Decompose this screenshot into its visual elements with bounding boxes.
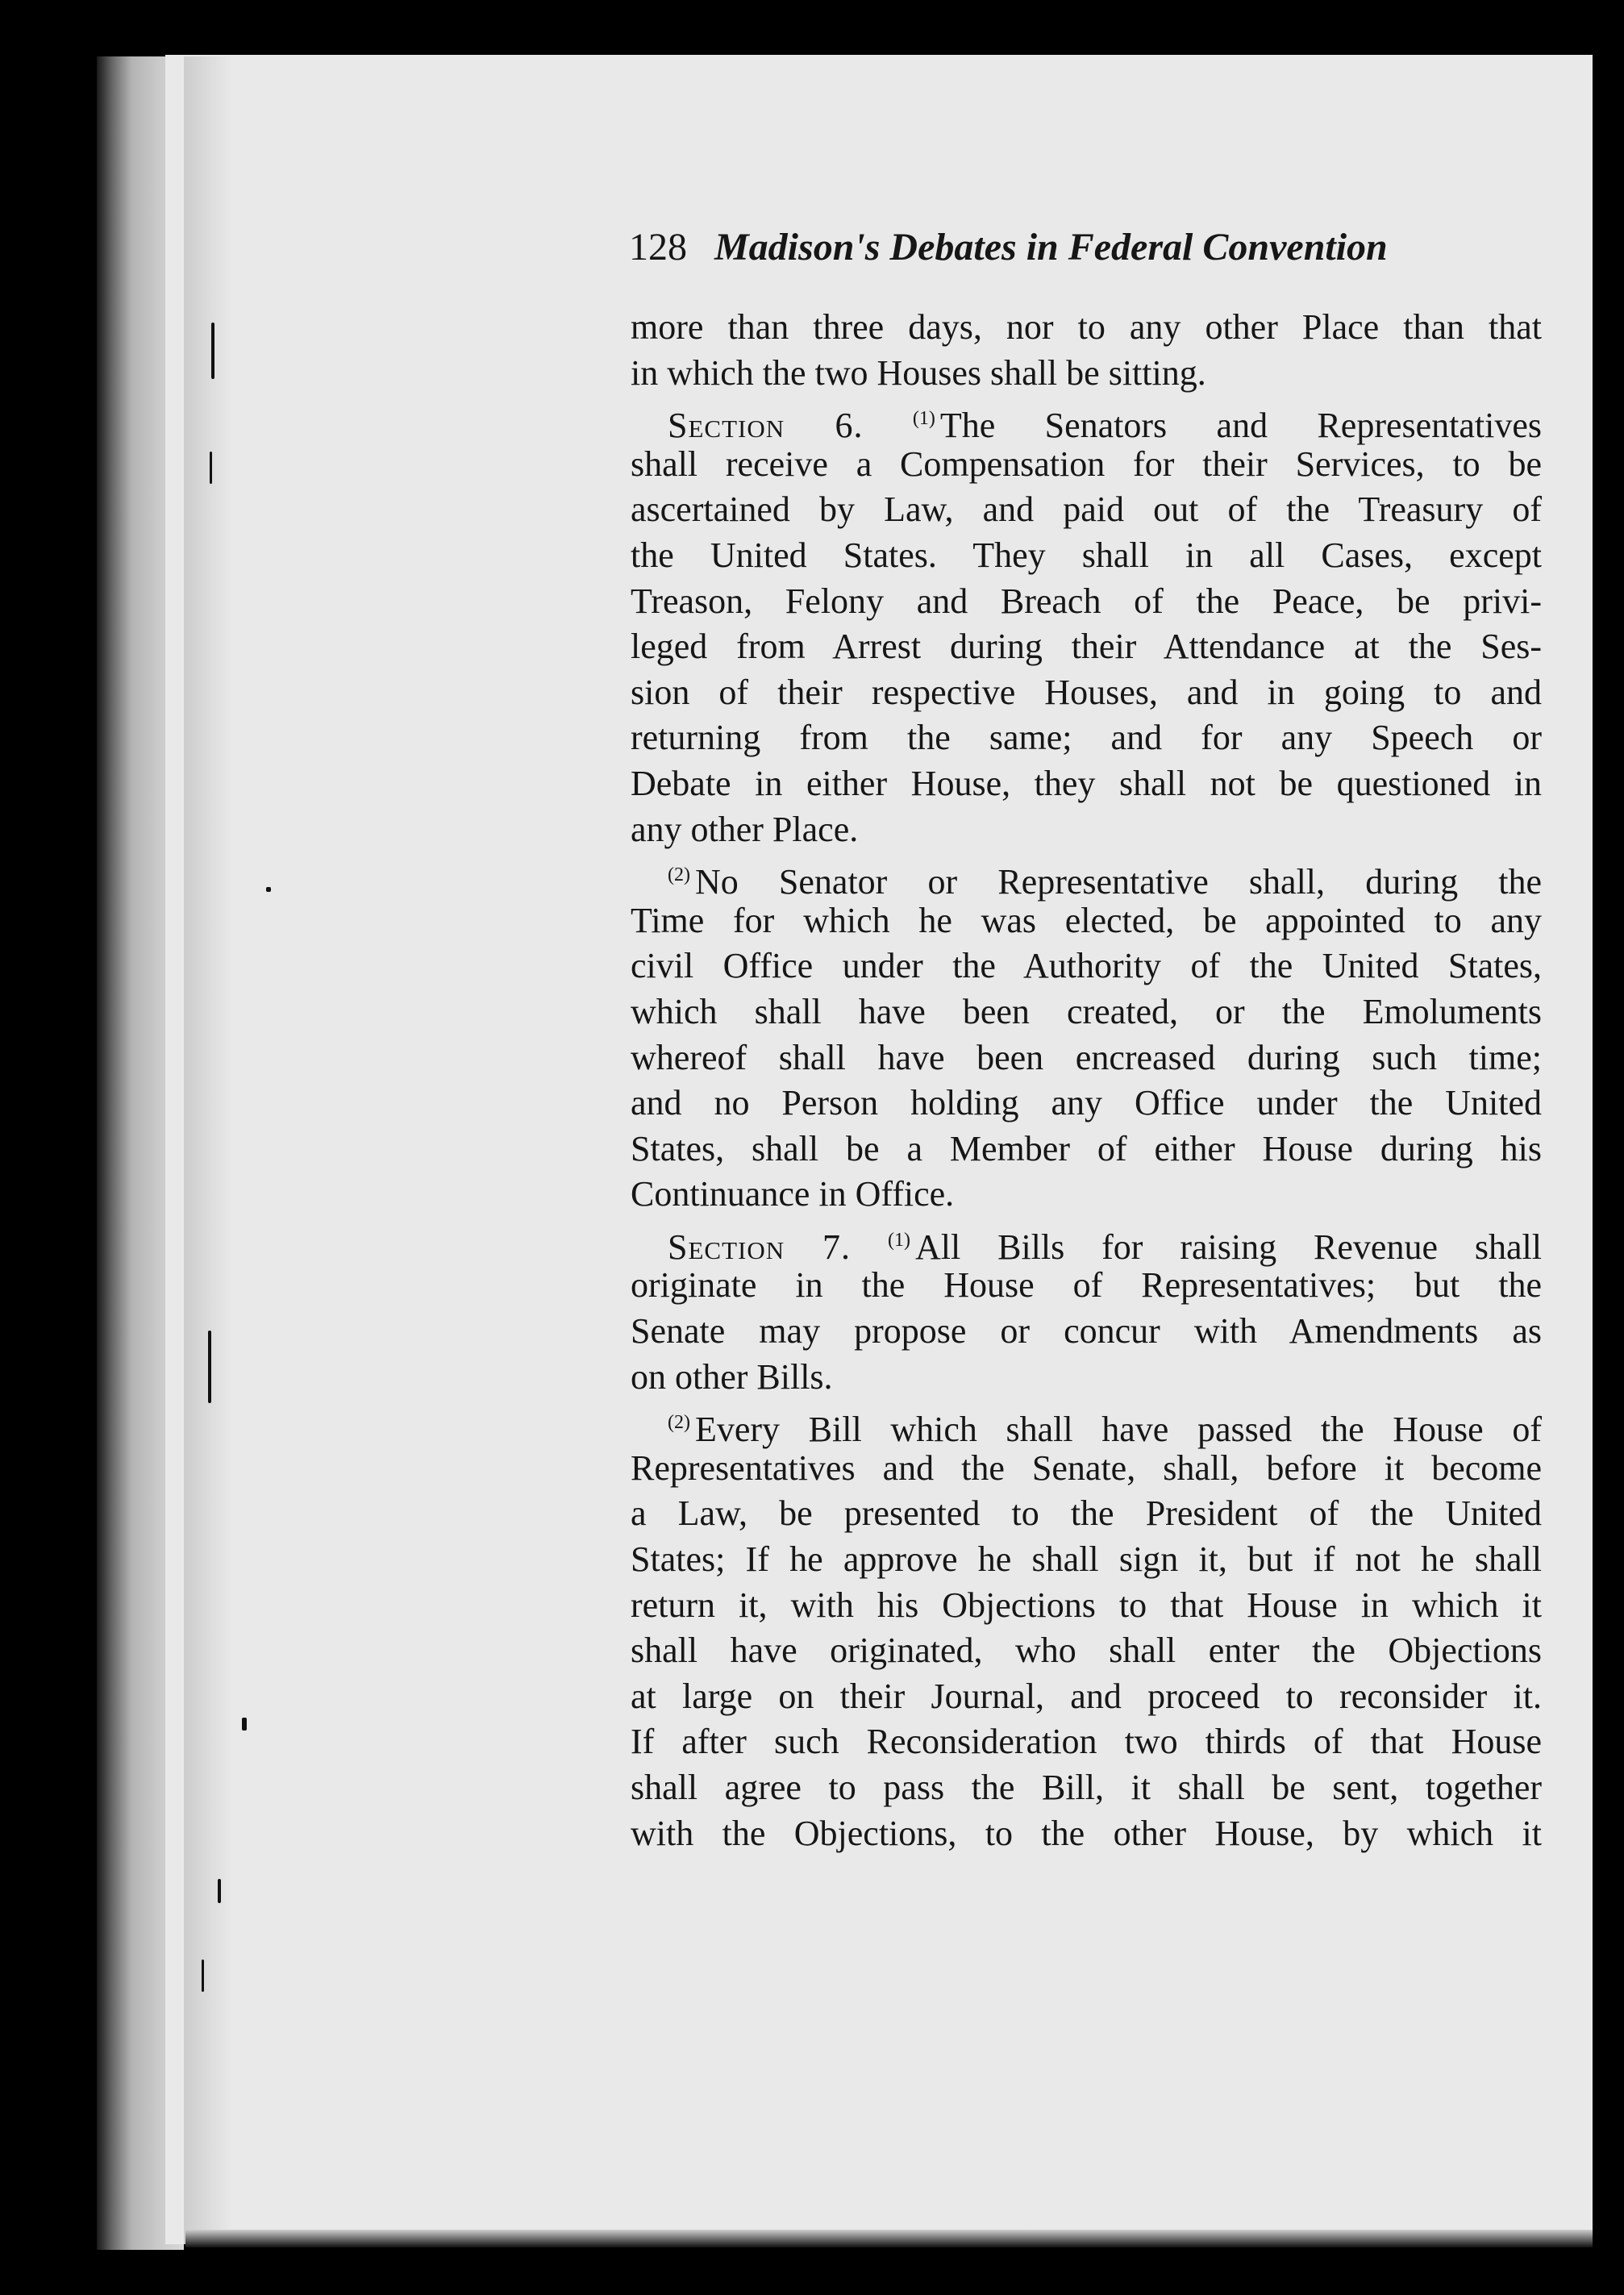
- section-label: Section 6.: [668, 406, 864, 446]
- text-line: and no Person holding any Office under the United: [631, 1083, 1542, 1123]
- clause-first-line: [631, 1400, 1542, 1450]
- clause-first-line: [631, 852, 1542, 902]
- text-line: return it, with his Objections to that House in which it: [631, 1585, 1542, 1625]
- gutter-shadow: [184, 56, 232, 2246]
- text-line: which shall have been created, or the Emoluments: [631, 991, 1542, 1031]
- page-number: 128: [629, 226, 687, 269]
- text-line: a Law, be presented to the President of the United: [631, 1493, 1542, 1534]
- scan-speck: [210, 452, 212, 484]
- scan-speck: [266, 887, 271, 892]
- scan-speck: [218, 1879, 221, 1903]
- text-line: on other Bills.: [631, 1356, 833, 1397]
- text-line: Every Bill which shall have passed the House of: [694, 1410, 1542, 1450]
- clause-mark: (1): [912, 408, 935, 430]
- text-line: States; If he approve he shall sign it, but if not he shall: [631, 1539, 1542, 1580]
- text-line: the United States. They shall in all Cases, except: [631, 535, 1542, 575]
- text-line: Time for which he was elected, be appointed to any: [631, 900, 1542, 940]
- running-title: Madison's Debates in Federal Convention: [714, 226, 1388, 269]
- body-text: [631, 305, 1542, 1856]
- clause-mark: (2): [668, 1412, 690, 1434]
- text-line: returning from the same; and for any Speech or: [631, 718, 1542, 758]
- text-line: any other Place.: [631, 809, 859, 849]
- text-line: more than three days, nor to any other Place than that: [631, 307, 1542, 347]
- text-line: originate in the House of Representatives; but the: [631, 1265, 1542, 1306]
- text-line: Senate may propose or concur with Amendments as: [631, 1311, 1542, 1352]
- text-line: at large on their Journal, and proceed to reconsider it.: [631, 1676, 1542, 1716]
- text-line: Representatives and the Senate, shall, before it become: [631, 1447, 1542, 1488]
- text-line: ascertained by Law, and paid out of the Treasury of: [631, 489, 1542, 530]
- text-line: shall have originated, who shall enter the Objections: [631, 1631, 1542, 1671]
- clause-mark: (2): [668, 864, 690, 886]
- page-bottom-edge: [185, 2230, 1593, 2247]
- scan-speck: [208, 1331, 211, 1403]
- text-line: All Bills for raising Revenue shall: [914, 1227, 1543, 1267]
- scan-speck: [202, 1960, 204, 1992]
- text-line: civil Office under the Authority of the United States,: [631, 946, 1542, 986]
- section-first-line: [631, 396, 1543, 446]
- section-label: Section 7.: [668, 1227, 852, 1267]
- text-line: The Senators and Representatives: [939, 406, 1543, 446]
- text-line: States, shall be a Member of either House during his: [631, 1128, 1542, 1168]
- text-line: If after such Reconsideration two thirds of that House: [631, 1722, 1542, 1762]
- text-line: sion of their respective Houses, and in going to and: [631, 672, 1542, 712]
- text-line: shall receive a Compensation for their Services, to be: [631, 444, 1542, 484]
- scan-speck: [211, 323, 214, 379]
- text-line: No Senator or Representative shall, during the: [694, 862, 1542, 902]
- text-line: whereof shall have been encreased during such time;: [631, 1037, 1542, 1077]
- scan-speck: [242, 1718, 247, 1731]
- text-line: with the Objections, to the other House, by which it: [631, 1813, 1542, 1853]
- text-line: shall agree to pass the Bill, it shall be sent, together: [631, 1768, 1542, 1807]
- text-line: Treason, Felony and Breach of the Peace, be privi-: [631, 581, 1542, 621]
- running-head: [629, 219, 1508, 276]
- text-line: leged from Arrest during their Attendance at the Ses-: [631, 627, 1542, 667]
- text-line: Continuance in Office.: [631, 1174, 955, 1214]
- text-line: in which the two Houses shall be sitting.: [631, 352, 1206, 393]
- section-first-line: [631, 1218, 1543, 1267]
- text-line: Debate in either House, they shall not be questioned in: [631, 763, 1542, 803]
- clause-mark: (1): [887, 1229, 910, 1251]
